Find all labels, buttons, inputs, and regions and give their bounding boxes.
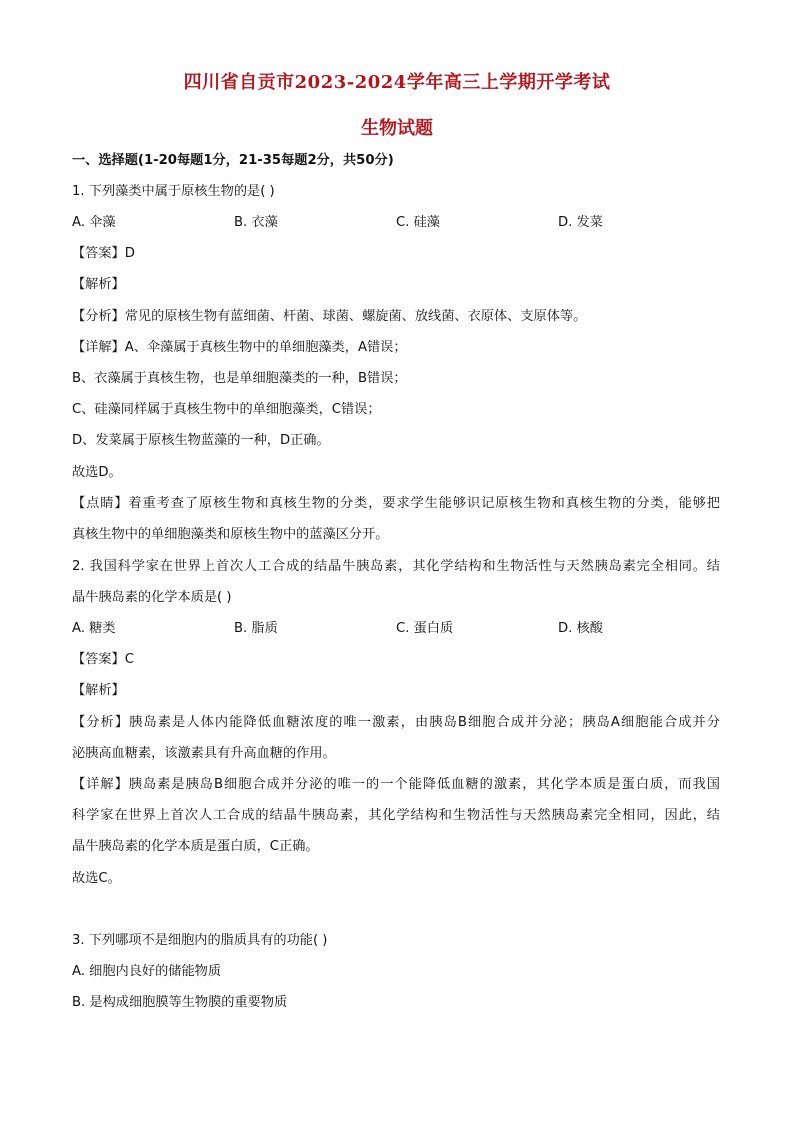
q3-stem: 3. 下列哪项不是细胞内的脂质具有的功能( ) [72,933,328,948]
q2-option-b: B. 脂质 [234,621,278,636]
q1-dianjing-2: 真核生物中的单细胞藻类和原核生物中的蓝藻区分开。 [72,527,389,542]
q1-answer: 【答案】D [72,246,135,261]
q1-dianjing-1: 【点睛】着重考查了原核生物和真核生物的分类，要求学生能够识记原核生物和真核生物的分类，能够把 [72,496,720,511]
q2-xiangjie-2: 科学家在世界上首次人工合成的结晶牛胰岛素，其化学结构和生物活性与天然胰岛素完全相同，因此，结 [72,808,720,823]
q1-xiangjie-2: B、衣藻属于真核生物，也是单细胞藻类的一种，B错误； [72,371,407,386]
q1-stem: 1. 下列藻类中属于原核生物的是( ) [72,184,275,199]
q2-answer: 【答案】C [72,652,134,667]
q1-option-c: C. 硅藻 [396,215,440,230]
q1-xiangjie-4: D、发菜属于原核生物蓝藻的一种，D正确。 [72,433,330,448]
q1-analysis-label: 【解析】 [72,277,125,292]
q2-option-a: A. 糖类 [72,621,116,636]
q2-choose: 故选C。 [72,871,121,886]
q1-option-d: D. 发菜 [558,215,603,230]
document-title: 四川省自贡市2023-2024学年高三上学期开学考试 [183,72,611,93]
q3-option-a: A. 细胞内良好的储能物质 [72,964,222,979]
q1-option-a: A. 伞藻 [72,215,116,230]
q1-fenxi: 【分析】常见的原核生物有蓝细菌、杆菌、球菌、螺旋菌、放线菌、衣原体、支原体等。 [72,309,587,324]
q1-option-b: B. 衣藻 [234,215,278,230]
q3-option-b: B. 是构成细胞膜等生物膜的重要物质 [72,995,288,1010]
q1-choose: 故选D。 [72,465,122,480]
q2-xiangjie-1: 【详解】胰岛素是胰岛B细胞合成并分泌的唯一的一个能降低血糖的激素，其化学本质是蛋白质，而我国 [72,777,720,792]
q2-option-d: D. 核酸 [558,621,603,636]
q1-xiangjie-3: C、硅藻同样属于真核生物中的单细胞藻类，C错误； [72,402,381,417]
q2-stem-2: 晶牛胰岛素的化学本质是( ) [72,590,232,605]
q2-fenxi-1: 【分析】胰岛素是人体内能降低血糖浓度的唯一激素，由胰岛B细胞合成并分泌；胰岛A细胞能合成并分 [72,715,720,730]
document-subtitle: 生物试题 [361,118,433,139]
q2-analysis-label: 【解析】 [72,683,125,698]
q2-xiangjie-3: 晶牛胰岛素的化学本质是蛋白质，C正确。 [72,839,319,854]
q2-fenxi-2: 泌胰高血糖素，该激素具有升高血糖的作用。 [72,746,336,761]
q2-option-c: C. 蛋白质 [396,621,454,636]
section-heading: 一、选择题(1-20每题1分，21-35每题2分，共50分) [72,153,394,168]
q2-stem-1: 2. 我国科学家在世界上首次人工合成的结晶牛胰岛素，其化学结构和生物活性与天然胰岛素完全相同。结 [72,559,720,574]
q1-xiangjie-1: 【详解】A、伞藻属于真核生物中的单细胞藻类，A错误； [72,340,407,355]
